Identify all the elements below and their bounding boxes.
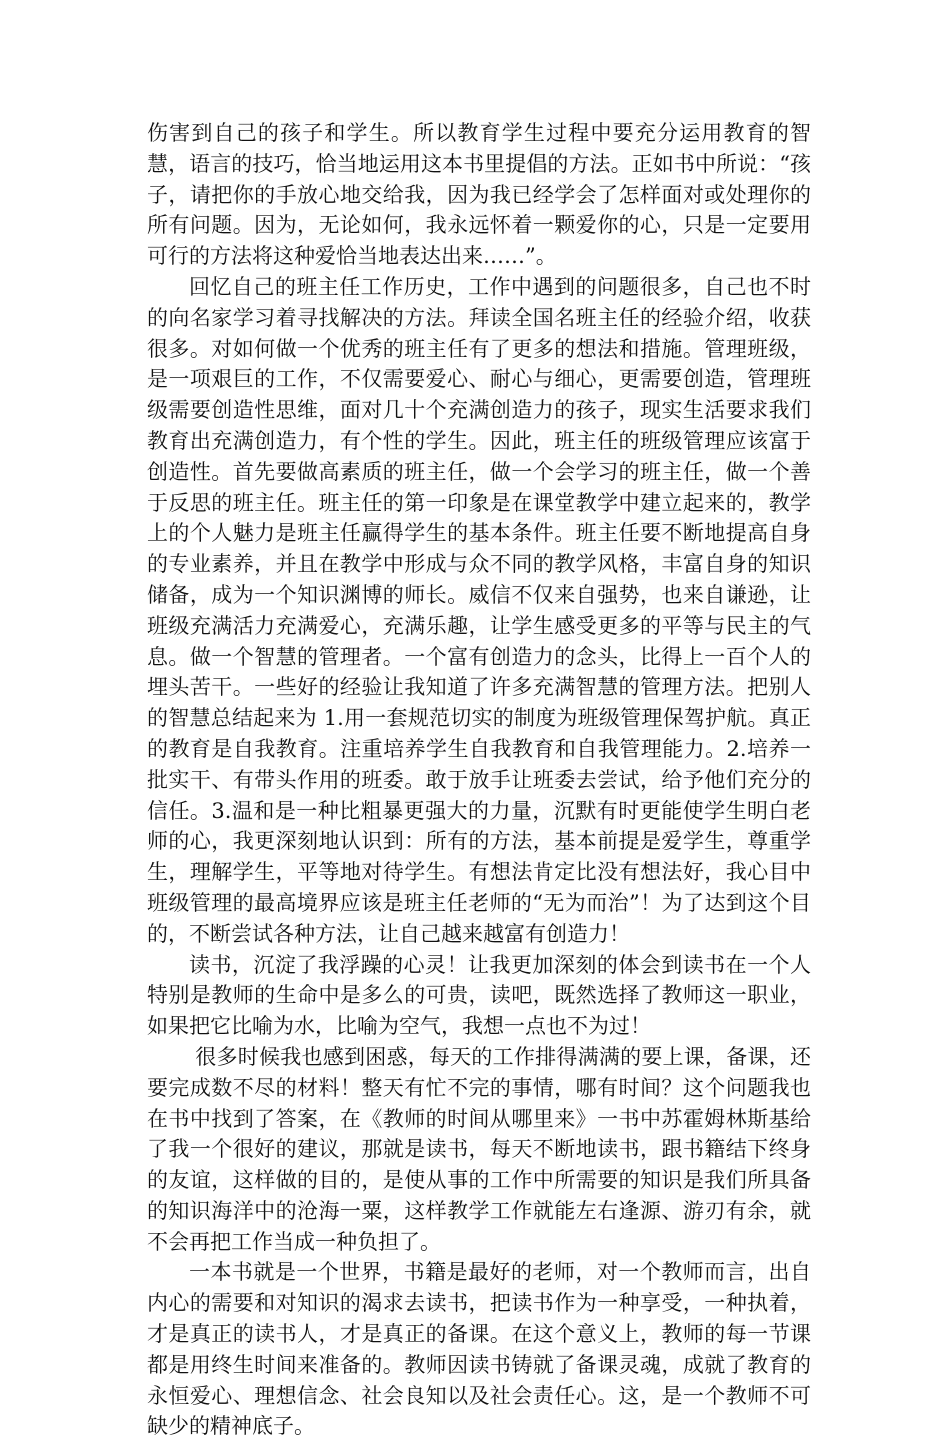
paragraph-1: 伤害到自己的孩子和学生。所以教育学生过程中要充分运用教育的智慧，语言的技巧，恰当地运用这本书里提倡的方法。正如书中所说：“孩子，请把你的手放心地交给我，因为我已经学会了怎样面对或处理你的所有问题。因为，无论如何，我永远怀着一颗爱你的心，只是一定要用可行的方法将这种爱恰当地表达出来……”。 bbox=[147, 121, 811, 269]
paragraph-3: 读书，沉淀了我浮躁的心灵！让我更加深刻的体会到读书在一个人特别是教师的生命中是多么的可贵，读吧，既然选择了教师这一职业，如果把它比喻为水，比喻为空气，我想一点也不为过！ bbox=[147, 952, 811, 1039]
paragraph-2: 回忆自己的班主任工作历史，工作中遇到的问题很多，自己也不时的向名家学习着寻找解决的方法。拜读全国名班主任的经验介绍，收获很多。对如何做一个优秀的班主任有了更多的想法和措施。管理班级，是一项艰巨的工作，不仅需要爱心、耐心与细心，更需要创造，管理班级需要创造性思维，面对几十个充满创造力的孩子，现实生活要求我们教育出充满创造力，有个性的学生。因此，班主任的班级管理应该富于创造性。首先要做高素质的班主任，做一个会学习的班主任，做一个善于反思的班主任。班主任的第一印象是在课堂教学中建立起来的，教学上的个人魅力是班主任赢得学生的基本条件。班主任要不断地提高自身的专业素养，并且在教学中形成与众不同的教学风格，丰富自身的知识储备，成为一个知识渊博的师长。威信不仅来自强势，也来自谦逊，让班级充满活力充满爱心，充满乐趣，让学生感受更多的平等与民主的气息。做一个智慧的管理者。一个富有创造力的念头，比得上一百个人的埋头苦干。一些好的经验让我知道了许多充满智慧的管理方法。把别人的智慧总结起来为 1.用一套规范切实的制度为班级管理保驾护航。真正的教育是自我教育。注重培养学生自我教育和自我管理能力。2.培养一批实干、有带头作用的班委。敢于放手让班委去尝试，给予他们充分的信任。3.温和是一种比粗暴更强大的力量，沉默有时更能使学生明白老师的心，我更深刻地认识到：所有的方法，基本前提是爱学生，尊重学生，理解学生，平等地对待学生。有想法肯定比没有想法好，我心目中班级管理的最高境界应该是班主任老师的“无为而治”！为了达到这个目的，不断尝试各种方法，让自己越来越富有创造力！ bbox=[147, 274, 811, 946]
document-page bbox=[147, 118, 811, 1442]
paragraph-5: 一本书就是一个世界，书籍是最好的老师，对一个教师而言，出自内心的需要和对知识的渴求去读书，把读书作为一种享受，一种执着，才是真正的读书人，才是真正的备课。在这个意义上，教师的每一节课都是用终生时间来准备的。教师因读书铸就了备课灵魂，成就了教育的永恒爱心、理想信念、社会良知以及社会责任心。这，是一个教师不可缺少的精神底子。 bbox=[147, 1260, 811, 1439]
paragraph-4: 很多时候我也感到困惑，每天的工作排得满满的要上课，备课，还要完成数不尽的材料！整天有忙不完的事情，哪有时间？这个问题我也在书中找到了答案，在《教师的时间从哪里来》一书中苏霍姆林斯基给了我一个很好的建议，那就是读书，每天不断地读书，跟书籍结下终身的友谊，这样做的目的，是使从事的工作中所需要的知识是我们所具备的知识海洋中的沧海一粟，这样教学工作就能左右逢源、游刃有余，就不会再把工作当成一种负担了。 bbox=[147, 1044, 811, 1254]
